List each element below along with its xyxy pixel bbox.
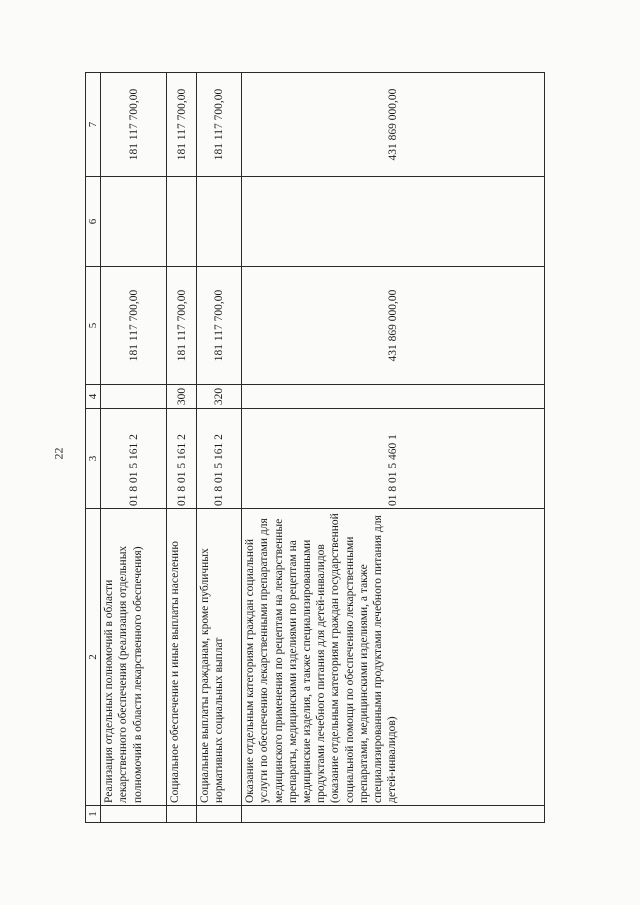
table-row: [197, 73, 242, 823]
code-cell: 01 8 01 5 161 2: [101, 409, 167, 509]
expense-type-cell: 320: [197, 385, 242, 409]
expense-type-cell: [101, 385, 167, 409]
code-cell: 01 8 01 5 161 2: [167, 409, 197, 509]
expense-type-cell: 300: [167, 385, 197, 409]
code-cell: 01 8 01 5 460 1: [242, 409, 545, 509]
header-col-2: 2: [86, 509, 101, 806]
amount-col5-cell: 181 117 700,00: [197, 267, 242, 385]
description-cell: Социальные выплаты гражданам, кроме публичных нормативных социальных выплат: [197, 509, 242, 806]
row-number-cell: [242, 806, 545, 823]
table-row: [242, 73, 545, 823]
header-col-4: 4: [86, 385, 101, 409]
code-cell: 01 8 01 5 161 2: [197, 409, 242, 509]
amount-col6-cell: [167, 177, 197, 267]
page-number: 22: [51, 447, 66, 460]
row-number-cell: [167, 806, 197, 823]
amount-col6-cell: [197, 177, 242, 267]
rotated-table-frame: [85, 73, 545, 823]
amount-col7-cell: 181 117 700,00: [197, 73, 242, 177]
row-number-cell: [197, 806, 242, 823]
amount-col5-cell: 181 117 700,00: [101, 267, 167, 385]
budget-table-container: [85, 73, 545, 823]
amount-col5-cell: 431 869 000,00: [242, 267, 545, 385]
description-cell: Реализация отдельных полномочий в области лекарственного обеспечения (реализация отдельных полномочий в области лекарственного обеспечения): [101, 509, 167, 806]
header-col-1: 1: [86, 806, 101, 823]
amount-col6-cell: [242, 177, 545, 267]
amount-col6-cell: [101, 177, 167, 267]
amount-col7-cell: 431 869 000,00: [242, 73, 545, 177]
header-col-5: 5: [86, 267, 101, 385]
header-row: [86, 73, 101, 823]
amount-col5-cell: 181 117 700,00: [167, 267, 197, 385]
expense-type-cell: [242, 385, 545, 409]
amount-col7-cell: 181 117 700,00: [101, 73, 167, 177]
description-cell: Социальное обеспечение и иные выплаты населению: [167, 509, 197, 806]
row-number-cell: [101, 806, 167, 823]
table-row: [167, 73, 197, 823]
header-col-3: 3: [86, 409, 101, 509]
description-cell: Оказание отдельным категориям граждан социальной услуги по обеспечению лекарственными препаратами для медицинского применения по рецептам на лекарственные препараты, медицинскими изделиями по рецептам на медицинские изделия, а также специализированными продуктами лечебного питания для детей-инвалидов (оказание отдельным категориям граждан государственной социальной помощи по обеспечению лекарственными препаратами, медицинскими изделиями, а также специализированными продуктами лечебного питания для детей-инвалидов): [242, 509, 545, 806]
amount-col7-cell: 181 117 700,00: [167, 73, 197, 177]
header-col-7: 7: [86, 73, 101, 177]
budget-table: [85, 72, 545, 823]
table-row: [101, 73, 167, 823]
header-col-6: 6: [86, 177, 101, 267]
